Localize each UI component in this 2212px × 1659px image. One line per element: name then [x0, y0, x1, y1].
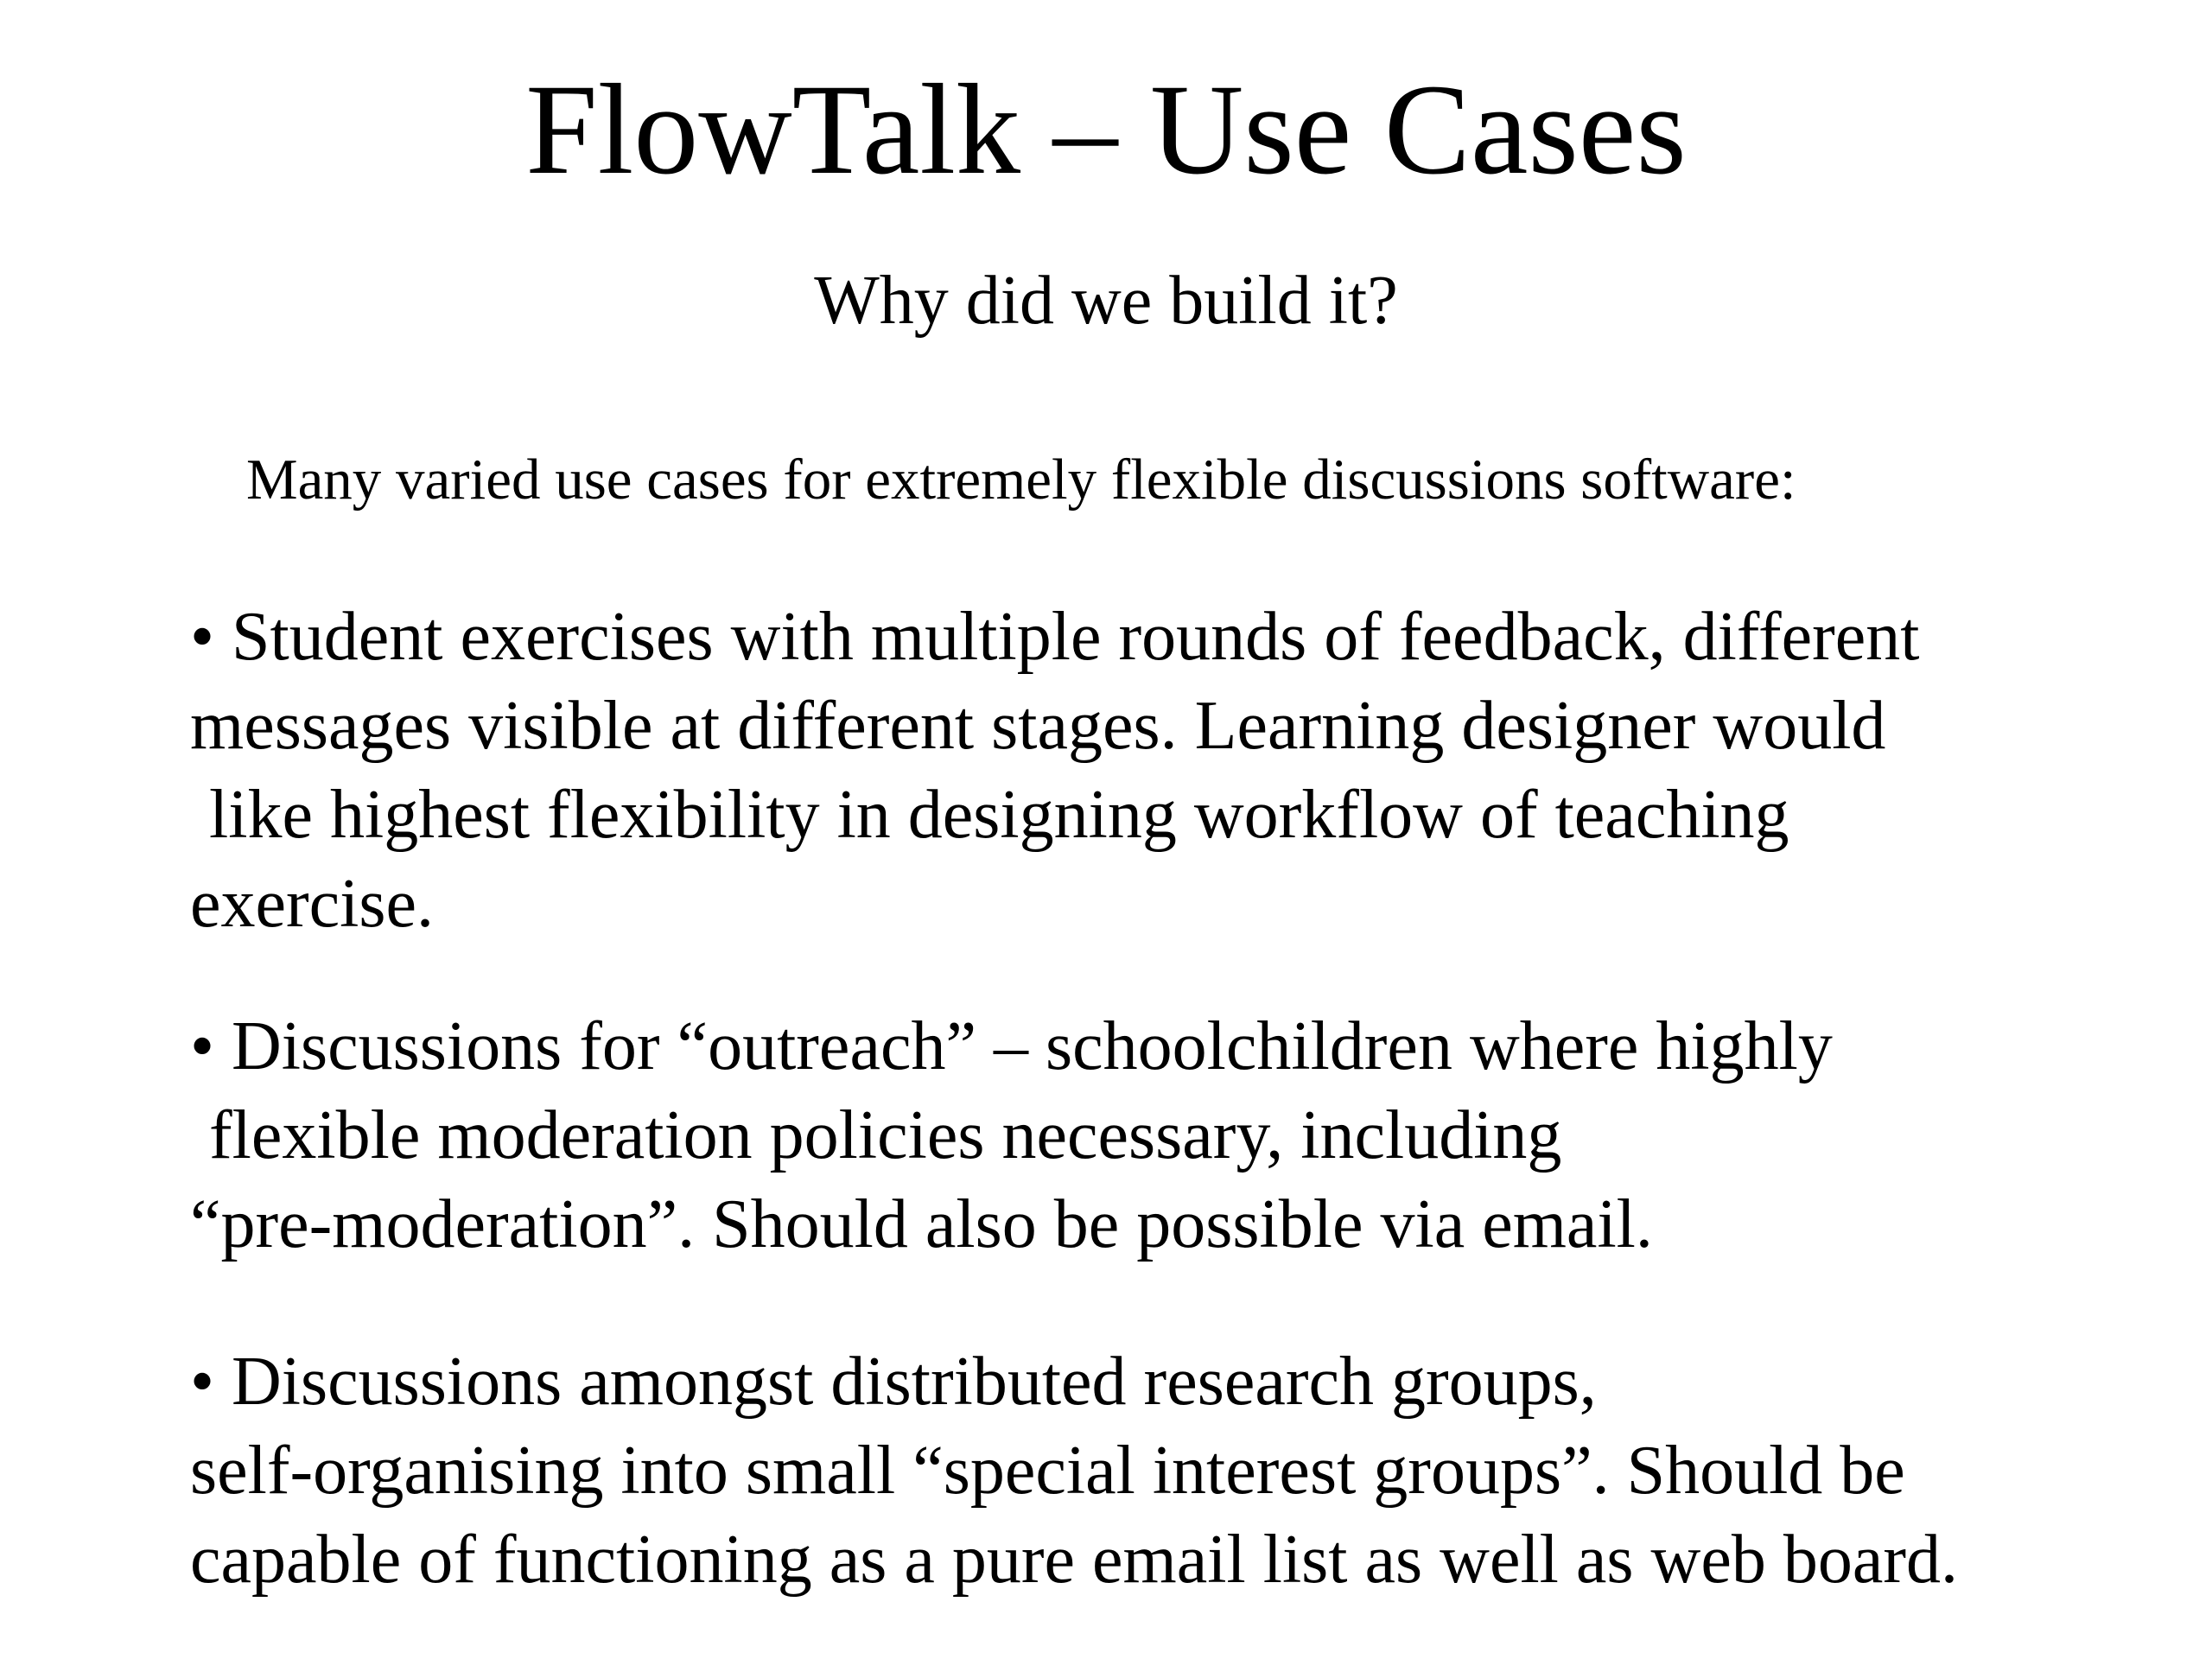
bullet-research-groups — [190, 1338, 1958, 1605]
bullet-line: self-organising into small “special interest groups”. Should be — [190, 1433, 1905, 1509]
bullet-line: • Student exercises with multiple rounds of feedback, different — [190, 599, 1920, 675]
bullet-line: like highest flexibility in designing workflow of teaching — [209, 777, 1789, 853]
intro-text: Many varied use cases for extremely flexible discussions software: — [246, 448, 1796, 512]
bullet-line: • Discussions for “outreach” – schoolchildren where highly — [190, 1008, 1833, 1084]
bullet-line: exercise. — [190, 866, 435, 942]
bullet-line: capable of functioning as a pure email list as well as web board. — [190, 1522, 1958, 1598]
bullet-line: • Discussions amongst distributed research groups, — [190, 1344, 1597, 1420]
bullet-line: flexible moderation policies necessary, including — [209, 1097, 1562, 1173]
bullet-line: “pre-moderation”. Should also be possible via email. — [190, 1186, 1653, 1262]
bullet-student-exercises — [190, 593, 1920, 949]
bullet-outreach-discussions — [190, 1002, 1833, 1269]
slide-subtitle: Why did we build it? — [814, 263, 1398, 339]
bullet-line: messages visible at different stages. Learning designer would — [190, 688, 1886, 764]
slide-title: FlowTalk – Use Cases — [525, 58, 1687, 201]
